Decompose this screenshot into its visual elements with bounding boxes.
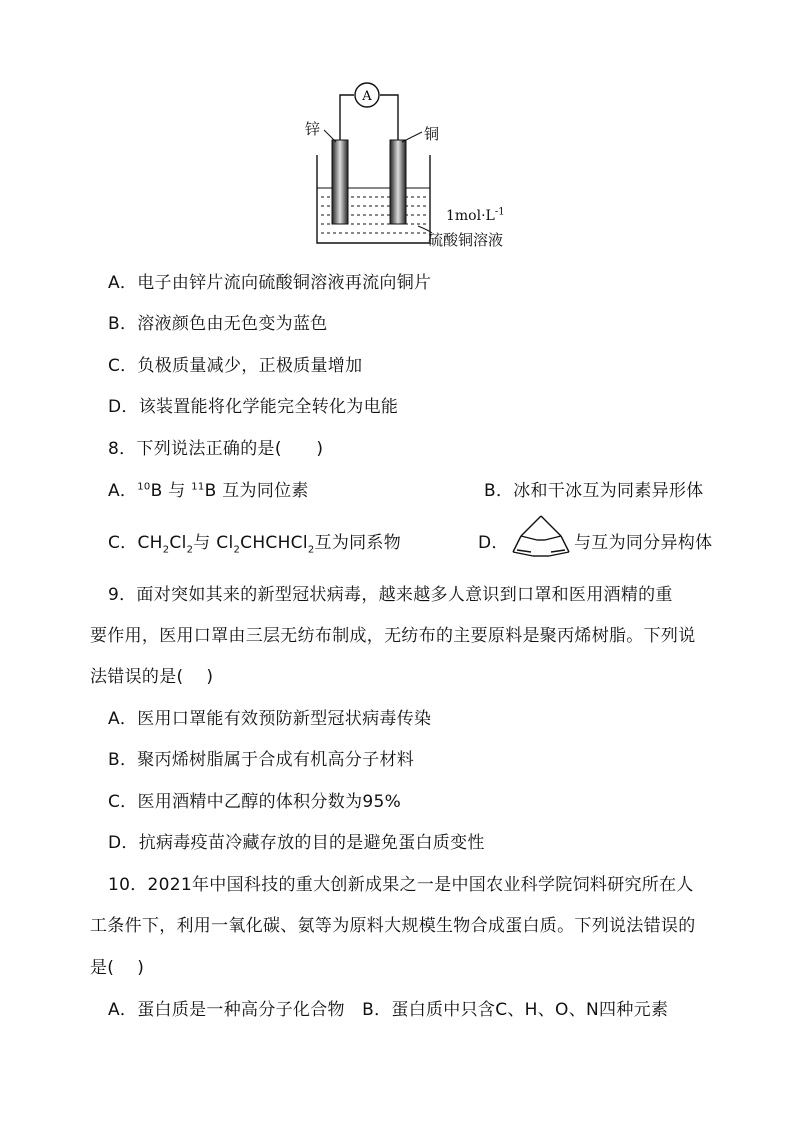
- q9-stem-line-2: 要作用，医用口罩由三层无纺布制成，无纺布的主要原料是聚丙烯树脂。下列说: [90, 626, 696, 646]
- concentration-label: $1mol\cdot L^{-1}$: [446, 206, 505, 224]
- q9-option-c: C．医用酒精中乙醇的体积分数为95%: [108, 792, 402, 812]
- q9-stem-line-1: 9．面对突如其来的新型冠状病毒，越来越多人意识到口罩和医用酒精的重: [108, 585, 673, 605]
- zinc-label: 锌: [305, 120, 321, 138]
- q8-option-b: B．冰和干冰互为同素异形体: [484, 481, 704, 501]
- q9-option-a: A．医用口罩能有效预防新型冠状病毒传染: [108, 709, 432, 729]
- q10-stem-line-3: 是( ): [90, 958, 145, 978]
- q8-option-a: A．$^{10}$B 与 $^{11}$B 互为同位素: [108, 481, 309, 501]
- ammeter-label: A: [362, 89, 372, 104]
- q8-option-d-prefix: D．: [478, 533, 509, 553]
- q10-options-ab: A．蛋白质是一种高分子化合物 B．蛋白质中只含C、H、O、N四种元素: [108, 1000, 669, 1020]
- q8-stem: 8．下列说法正确的是( ): [108, 439, 324, 459]
- solution-label: 硫酸铜溶液: [428, 231, 504, 249]
- q8-option-d-text: 与互为同分异构体: [574, 533, 713, 553]
- norbornadiene-structure-icon: [505, 510, 577, 560]
- copper-electrode: [390, 140, 406, 224]
- q7-option-c: C．负极质量减少，正极质量增加: [108, 356, 363, 376]
- q7-option-a: A．电子由锌片流向硫酸铜溶液再流向铜片: [108, 273, 432, 293]
- q7-option-d: D．该装置能将化学能完全转化为电能: [108, 397, 399, 417]
- zinc-electrode: [332, 140, 348, 224]
- q7-option-b: B．溶液颜色由无色变为蓝色: [108, 314, 328, 334]
- q10-stem-line-2: 工条件下，利用一氧化碳、氨等为原料大规模生物合成蛋白质。下列说法错误的: [90, 916, 696, 936]
- q10-stem-line-1: 10．2021年中国科技的重大创新成果之一是中国农业科学院饲料研究所在人: [108, 875, 694, 895]
- q9-option-d: D．抗病毒疫苗冷藏存放的目的是避免蛋白质变性: [108, 833, 485, 853]
- q9-stem-line-3: 法错误的是( ): [90, 667, 214, 687]
- copper-label: 铜: [424, 125, 440, 143]
- q8-option-c: C．$CH_2Cl_2$与 $Cl_2CHCHCl_2$互为同系物: [108, 533, 402, 556]
- q9-option-b: B．聚丙烯树脂属于合成有机高分子材料: [108, 750, 415, 770]
